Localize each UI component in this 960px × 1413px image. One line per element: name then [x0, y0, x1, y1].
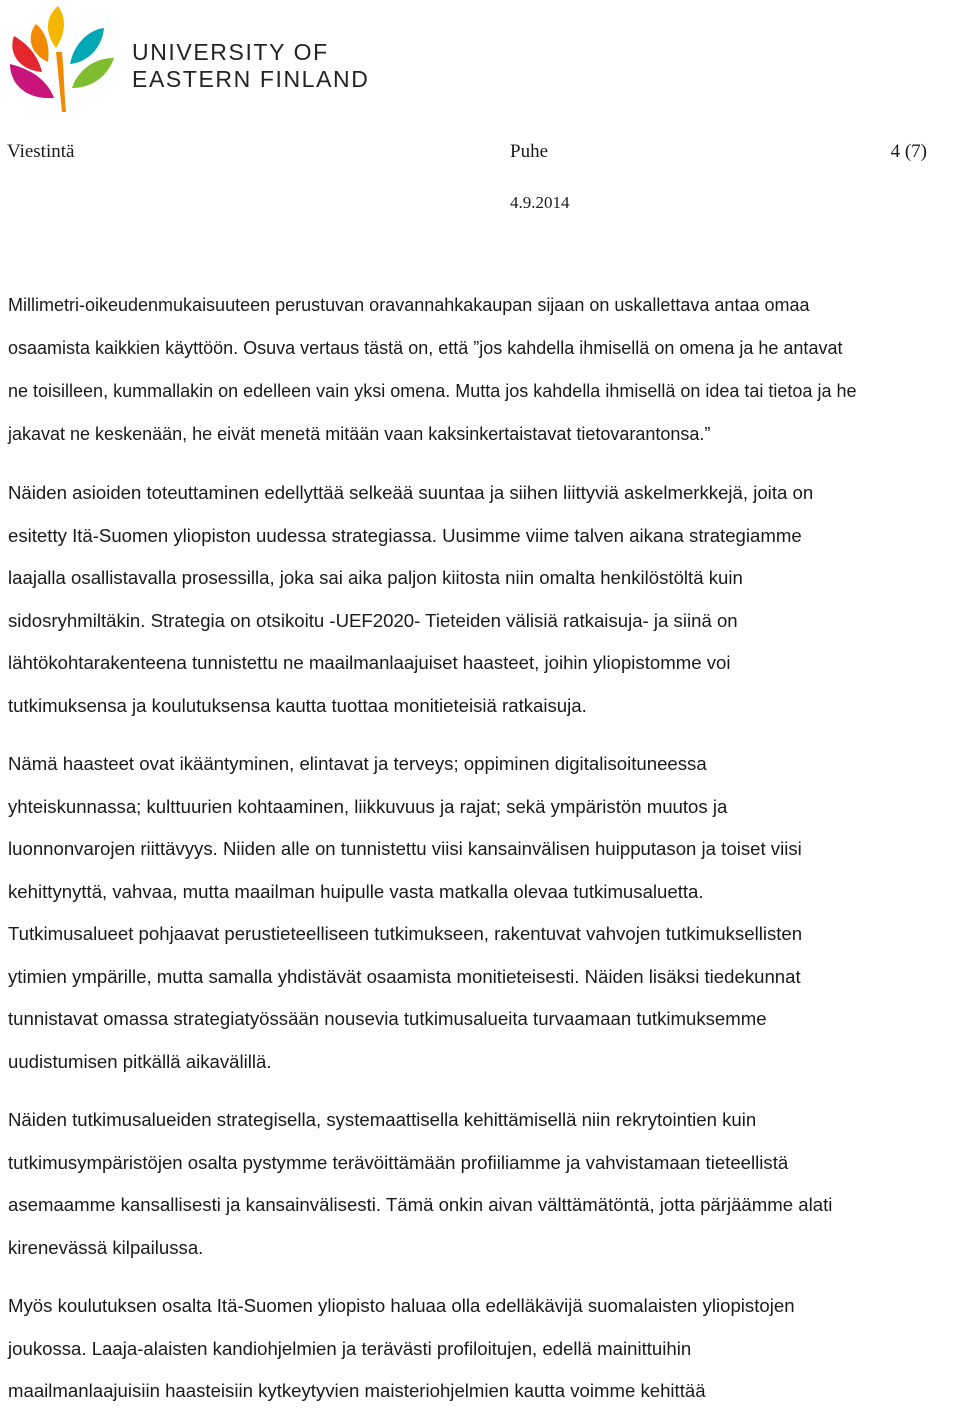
logo-line-2: EASTERN FINLAND	[132, 66, 370, 92]
paragraph-line: esitetty Itä-Suomen yliopiston uudessa strategiassa. Uusimme viime talven aikana strategiamme	[8, 524, 802, 546]
logo-line-1: UNIVERSITY OF	[132, 39, 329, 65]
paragraph-1	[8, 284, 956, 456]
paragraph-line: tutkimusympäristöjen osalta pystymme terävöittämään profiiliamme ja vahvistamaan tieteellistä	[8, 1151, 789, 1173]
document-body	[8, 284, 956, 1413]
paragraph-5	[8, 1285, 956, 1413]
paragraph-2	[8, 472, 956, 727]
paragraph-line: lähtökohtarakenteena tunnistettu ne maailmanlaajuiset haasteet, joihin yliopistomme voi	[8, 652, 731, 673]
paragraph-line: Millimetri-oikeudenmukaisuuteen perustuvan oravannahkakaupan sijaan on uskallettava antaa omaa	[8, 295, 810, 315]
header-page-number: 4 (7)	[890, 141, 927, 162]
paragraph-line: laajalla osallistavalla prosessilla, joka sai aika paljon kiitosta niin omalta henkilöstöltä kuin	[8, 567, 743, 588]
paragraph-line: luonnonvarojen riittävyys. Niiden alle on tunnistettu viisi kansainvälisen huipputason ja toiset viisi	[8, 838, 802, 859]
paragraph-line: osaamista kaikkien käyttöön. Osuva vertaus tästä on, että ”jos kahdella ihmisellä on omena ja he antavat	[8, 338, 843, 358]
paragraph-line: uudistumisen pitkällä aikavälillä.	[8, 1050, 272, 1072]
paragraph-line: kirenevässä kilpailussa.	[8, 1236, 204, 1258]
paragraph-line: joukossa. Laaja-alaisten kandiohjelmien ja terävästi profiloitujen, edellä mainittuihin	[8, 1337, 692, 1359]
paragraph-line: yhteiskunnassa; kulttuurien kohtaaminen, liikkuvuus ja rajat; sekä ympäristön muutos ja	[8, 795, 728, 817]
paragraph-line: ne toisilleen, kummallakin on edelleen vain yksi omena. Mutta jos kahdella ihmisellä on idea tai tietoa ja he	[8, 381, 857, 401]
paragraph-line: tunnistavat omassa strategiatyössään nousevia tutkimusalueita turvaamaan tutkimuksemme	[8, 1008, 767, 1029]
paragraph-line: Nämä haasteet ovat ikääntyminen, elintavat ja terveys; oppiminen digitalisoituneessa	[8, 753, 707, 774]
document-header	[7, 141, 927, 167]
paragraph-line: ytimien ympärille, mutta samalla yhdistävät osaamista monitieteisesti. Näiden lisäksi tiedekunnat	[8, 965, 801, 987]
header-doc-type: Puhe	[510, 141, 548, 162]
paragraph-line: asemaamme kansallisesti ja kansainvälisesti. Tämä onkin aivan välttämätöntä, jotta pärjäämme alati	[8, 1194, 833, 1215]
paragraph-line: Myös koulutuksen osalta Itä-Suomen yliopisto haluaa olla edelläkävijä suomalaisten yliopistojen	[8, 1295, 795, 1316]
paragraph-line: Näiden asioiden toteuttaminen edellyttää selkeää suuntaa ja siihen liittyviä askelmerkkejä, joita on	[8, 482, 814, 503]
uef-flower-logo-icon	[6, 2, 122, 114]
paragraph-4	[8, 1099, 956, 1269]
paragraph-line: tutkimuksensa ja koulutuksensa kautta tuottaa monitieteisiä ratkaisuja.	[8, 694, 587, 716]
paragraph-line: Näiden tutkimusalueiden strategisella, systemaattisella kehittämisellä niin rekrytointien kuin	[8, 1109, 757, 1130]
paragraph-line: maailmanlaajuisiin haasteisiin kytkeytyvien maisteriohjelmien kautta voimme kehittää	[8, 1380, 706, 1401]
paragraph-line: Tutkimusalueet pohjaavat perustieteelliseen tutkimukseen, rakentuvat vahvojen tutkimuksellisten	[8, 923, 803, 944]
paragraph-3	[8, 743, 956, 1083]
paragraph-line: kehittynyttä, vahvaa, mutta maailman huipulle vasta matkalla olevaa tutkimusaluetta.	[8, 880, 704, 902]
paragraph-line: jakavat ne keskenään, he eivät menetä mitään vaan kaksinkertaistavat tietovarantonsa.”	[8, 424, 711, 444]
header-date: 4.9.2014	[510, 193, 570, 212]
logo-wordmark	[132, 39, 369, 93]
header-unit: Viestintä	[7, 141, 75, 162]
university-logo	[6, 2, 369, 114]
paragraph-line: sidosryhmiltäkin. Strategia on otsikoitu -UEF2020- Tieteiden välisiä ratkaisuja- ja siinä on	[8, 609, 738, 631]
